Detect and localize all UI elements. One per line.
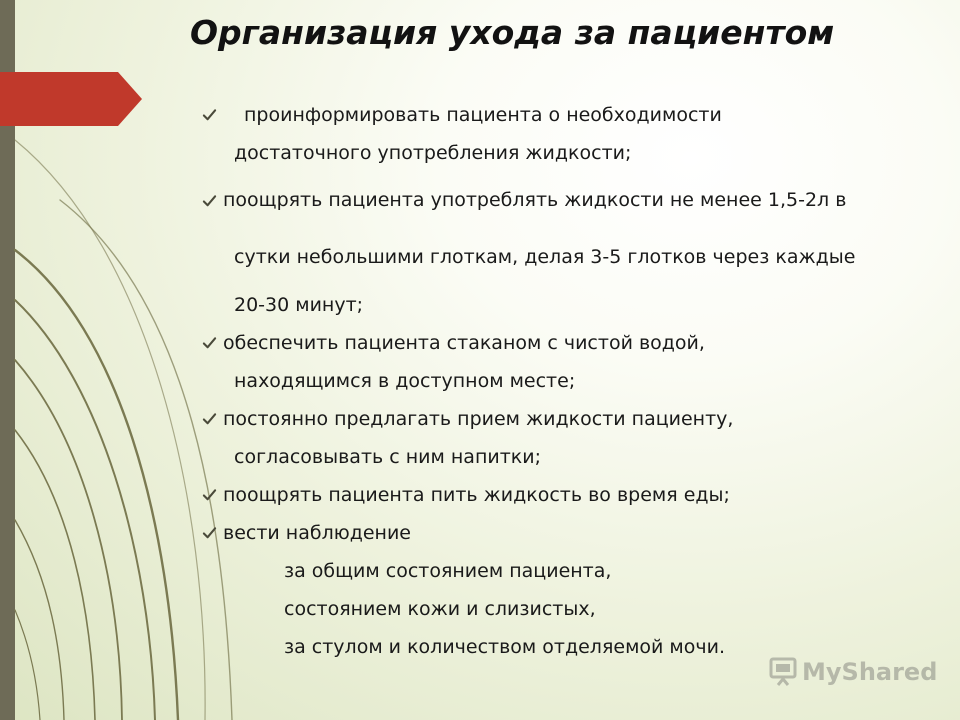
list-item-text: проинформировать пациента о необходимости [244, 103, 722, 126]
slide-title: Организация ухода за пациентом [190, 13, 835, 52]
list-item-text: за общим состоянием пациента, [284, 559, 612, 582]
list-item-text: согласовывать с ним напитки; [234, 445, 542, 468]
list-item-text: поощрять пациента пить жидкость во время еды; [223, 483, 730, 506]
list-item-text: состоянием кожи и слизистых, [284, 597, 596, 620]
list-item-text: вести наблюдение [223, 521, 411, 544]
list-item-text: за стулом и количеством отделяемой мочи. [284, 635, 725, 658]
list-item [207, 96, 942, 134]
list-item-text: сутки небольшими глоткам, делая 3-5 глотков через каждые [234, 246, 856, 268]
check-icon [202, 193, 217, 208]
slide-content [207, 96, 942, 666]
list-item [207, 362, 942, 400]
list-item-text: находящимся в доступном месте; [234, 369, 576, 392]
list-item [207, 172, 942, 229]
list-item [207, 590, 942, 628]
list-item-text: 20-30 минут; [234, 293, 364, 316]
list-item [207, 229, 942, 286]
watermark [768, 655, 937, 689]
list-item [207, 552, 942, 590]
list-item [207, 324, 942, 362]
check-icon [202, 336, 217, 351]
monitor-logo-icon [768, 655, 798, 689]
list-item [207, 286, 942, 324]
check-icon [202, 108, 217, 123]
list-item [207, 400, 942, 438]
list-item-text: обеспечить пациента стаканом с чистой водой, [223, 331, 705, 354]
watermark-text: MyShared [802, 658, 938, 686]
check-icon [202, 412, 217, 427]
list-item [207, 514, 942, 552]
check-icon [202, 488, 217, 503]
list-item [207, 438, 942, 476]
list-item-text: поощрять пациента употреблять жидкости не менее 1,5-2л в [223, 189, 847, 211]
list-item [207, 134, 942, 172]
list-item [207, 476, 942, 514]
list-item-text: достаточного употребления жидкости; [234, 141, 632, 164]
accent-bar [0, 72, 142, 126]
check-icon [202, 526, 217, 541]
list-item-text: постоянно предлагать прием жидкости пациенту, [223, 407, 734, 430]
